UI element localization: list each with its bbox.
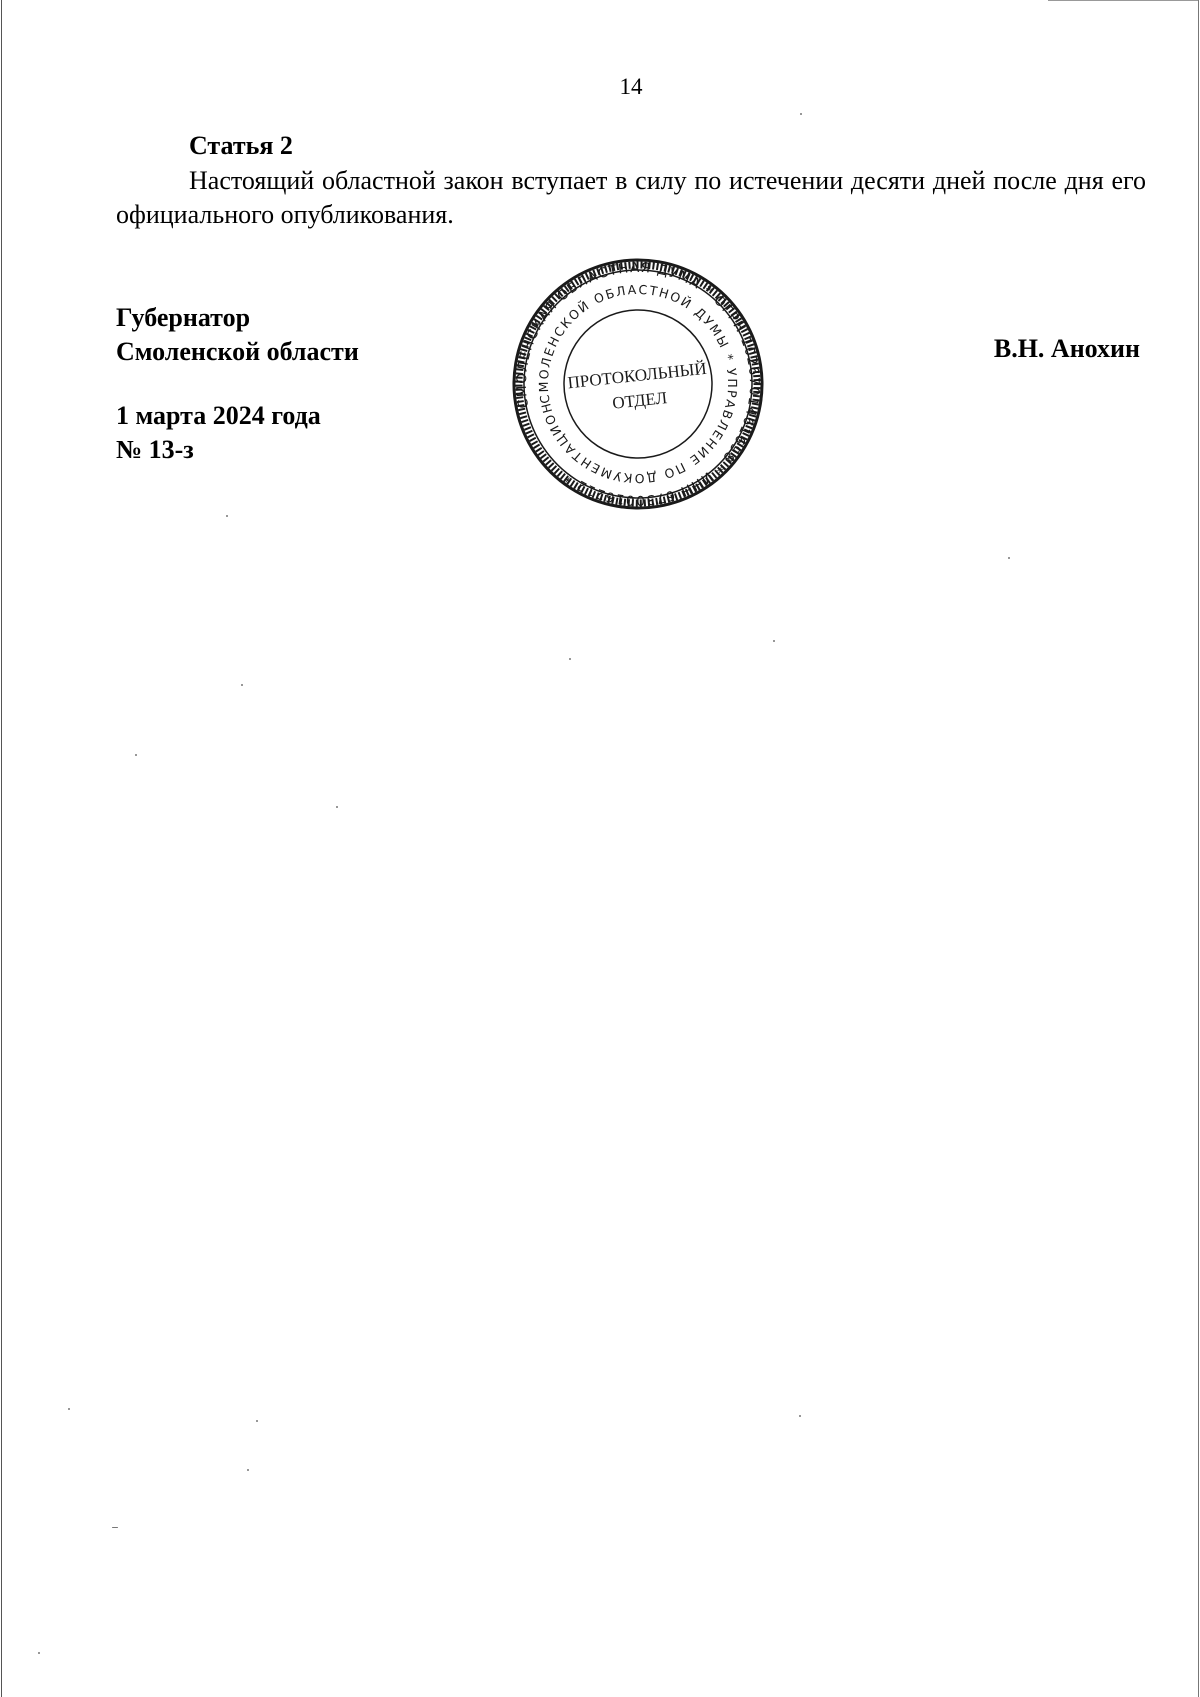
scan-edge-top (1048, 0, 1198, 1)
seal-outer-ring-text: СМОЛЕНСКАЯ ОБЛАСТНАЯ ДУМА * ОГРН 1026701461698 * ИНН 6730016212 * (513, 259, 763, 509)
article-heading: Статья 2 (189, 131, 293, 160)
article-text: Настоящий областной закон вступает в силу по истечении десяти дней после дня его официального опубликования. (116, 166, 1146, 229)
scan-edge-right (1198, 0, 1199, 1697)
law-number: № 13-з (116, 435, 194, 464)
seal-center-line1: ПРОТОКОЛЬНЫЙ (566, 358, 708, 393)
seal-center-line2: ОТДЕЛ (611, 388, 669, 413)
seal-inner-ring-text: СМОЛЕНСКОЙ ОБЛАСТНОЙ ДУМЫ * УПРАВЛЕНИЕ ПО ДОКУМЕНТАЦИОННОМУ (535, 281, 741, 487)
adoption-block (116, 399, 321, 467)
signatory-position-line1: Губернатор (116, 303, 251, 332)
signatory-name: В.Н. Анохин (993, 334, 1140, 363)
page-number: 14 (619, 74, 643, 99)
signatory-position (116, 301, 359, 369)
adoption-date: 1 марта 2024 года (116, 401, 321, 430)
scan-edge-left (1, 0, 2, 1697)
official-seal-stamp (508, 258, 768, 510)
signatory-position-line2: Смоленской области (116, 337, 359, 366)
